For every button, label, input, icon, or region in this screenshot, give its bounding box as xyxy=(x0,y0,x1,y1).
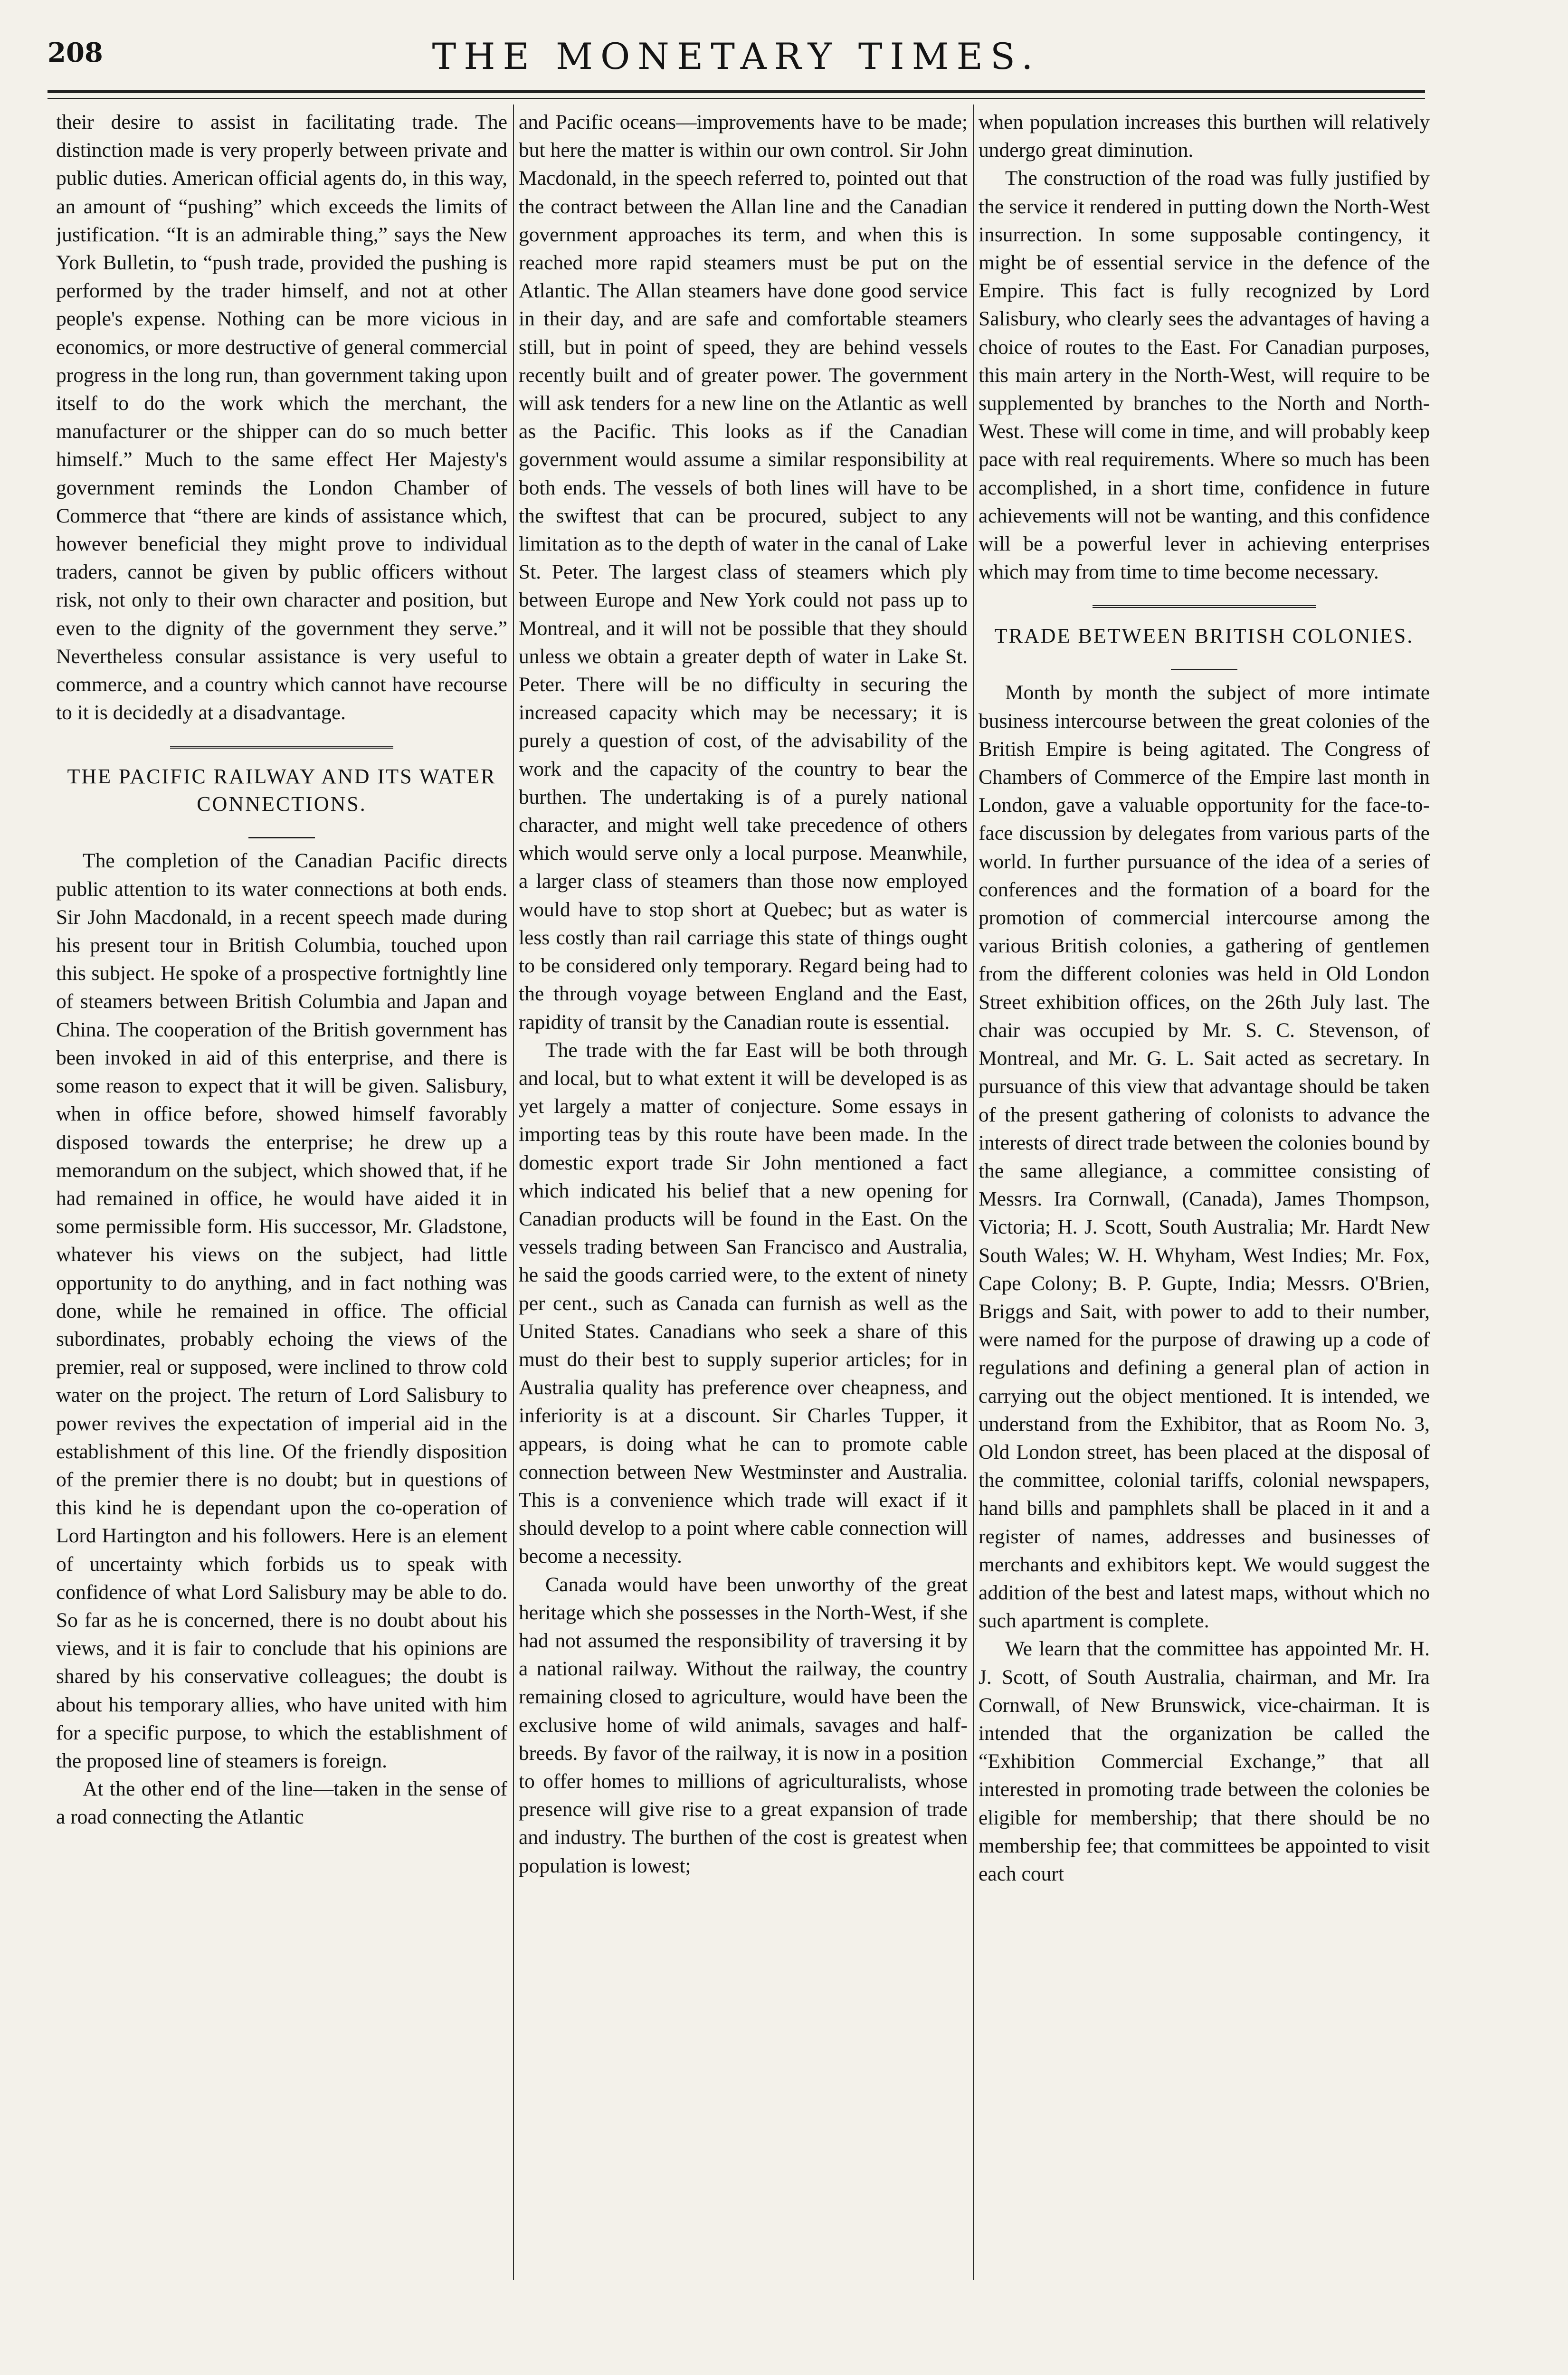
column-divider xyxy=(973,104,974,2280)
column-2 xyxy=(519,108,968,2274)
journal-title: THE MONETARY TIMES. xyxy=(432,35,1041,77)
page-number: 208 xyxy=(48,37,103,68)
column-3 xyxy=(979,108,1430,2274)
column-1 xyxy=(56,108,507,2274)
article-paragraph: when population increases this burthen will relatively undergo great diminution. xyxy=(979,111,1430,162)
header-rule-thin xyxy=(48,98,1425,99)
section-divider xyxy=(1093,605,1316,608)
section-divider xyxy=(170,746,393,749)
article-paragraph: The construction of the road was fully justified by the service it rendered in putting down the North-West insurrection. In some supposable contingency, it might be of essential service in the defence of the Empire. This fact is fully recognized by Lord Salisbury, who clearly sees the advantages of having a choice of routes to the East. For Canadian purposes, this main artery in the North-West, will require to be supplemented by branches to the North and North-West. These will come in time, and will probably keep pace with real requirements. Where so much has been accomplished, in a short time, confidence in future achievements will not be wanting, and this confidence will be a powerful lever in achieving enterprises which may from time to time become necessary. xyxy=(979,167,1430,584)
article-paragraph: At the other end of the line—taken in the sense of a road connecting the Atlantic xyxy=(56,1777,507,1829)
continued-paragraph: their desire to assist in facilitating trade. The distinction made is very properly between private and public duties. American official agents do, in this way, an amount of “pushing” which exceeds the limits of justification. “It is an admirable thing,” says the New York Bulletin, to “push trade, provided the pushing is performed by the trader himself, and not at other people's expense. Nothing can be more vicious in economics, or more destructive of general commercial progress in the long run, than government taking upon itself to do the work which the merchant, the manufacturer or the shipper can do so much better himself.” Much to the same effect Her Majesty's government reminds the London Chamber of Commerce that “there are kinds of assistance which, however beneficial they might prove to individual traders, cannot be given by public officers without risk, not only to their own character and position, but even to the dignity of the government they serve.” Nevertheless consular assistance is very useful to commerce, and a country which cannot have recourse to it is decidedly at a disadvantage. xyxy=(56,111,507,724)
column-divider xyxy=(513,104,514,2280)
heading-underline xyxy=(248,837,315,838)
header-rule-thick xyxy=(48,90,1425,93)
article-paragraph: and Pacific oceans—improvements have to be made; but here the matter is within our own control. Sir John Macdonald, in the speech referred to, pointed out that the contract between the Allan line and the Canadian government approaches its term, and when this is reached more rapid steamers must be put on the Atlantic. The Allan steamers have done good service in their day, and are safe and comfortable steamers still, but in point of speed, they are behind vessels recently built and of greater power. The government will ask tenders for a new line on the Atlantic as well as the Pacific. This looks as if the Canadian government would assume a similar responsibility at both ends. The vessels of both lines will have to be the swiftest that can be procured, subject to any limitation as to the depth of water in the canal of Lake St. Peter. The largest class of steamers which ply between Europe and New York could not pass up to Montreal, and it will not be possible that they should unless we obtain a greater depth of water in Lake St. Peter. There will be no difficulty in securing the increased capacity which may be necessary; it is purely a question of cost, of the advisability of the work and the capacity of the country to bear the burthen. The undertaking is of a purely national character, and might well take precedence of others which would serve only a local purpose. Meanwhile, a larger class of steamers than those now employed would have to stop short at Quebec; but as water is less costly than rail carriage this state of things ought to be considered only temporary. Regard being had to the through voyage between England and the East, rapidity of transit by the Canadian route is essential. xyxy=(519,111,968,1034)
page-header xyxy=(48,24,1425,90)
section-heading-trade-colonies: TRADE BETWEEN BRITISH COLONIES. xyxy=(994,624,1414,648)
article-paragraph: Canada would have been unworthy of the great heritage which she possesses in the North-West, if she had not assumed the responsibility of traversing it by a national railway. Without the railway, the country remaining closed to agriculture, would have been the exclusive home of wild animals, savages and half-breeds. By favor of the railway, it is now in a position to offer homes to millions of agriculturalists, whose presence will give rise to a great expansion of trade and industry. The burthen of the cost is greatest when population is lowest; xyxy=(519,1573,968,1877)
article-paragraph: The completion of the Canadian Pacific directs public attention to its water connections at both ends. Sir John Macdonald, in a recent speech made during his present tour in British Columbia, touched upon this subject. He spoke of a prospective fortnightly line of steamers between British Columbia and Japan and China. The cooperation of the British government has been invoked in aid of this enterprise, and there is some reason to expect that it will be given. Salisbury, when in office before, showed himself favorably disposed towards the enterprise; he drew up a memorandum on the subject, which showed that, if he had remained in office, he would have aided it in some permissible form. His successor, Mr. Gladstone, whatever his views on the subject, had little opportunity to do anything, and in fact nothing was done, while he remained in office. The official subordinates, probably echoing the views of the premier, real or supposed, were inclined to throw cold water on the project. The return of Lord Salisbury to power revives the expectation of imperial aid in the establishment of this line. Of the friendly disposition of the premier there is no doubt; but in questions of this kind he is dependant upon the co-operation of Lord Hartington and his followers. Here is an element of uncertainty which forbids us to speak with confidence of what Lord Salisbury may be able to do. So far as he is concerned, there is no doubt about his views, and it is fair to conclude that his opinions are shared by his conservative colleagues; the doubt is about his temporary allies, who have united with him for a specific purpose, to which the establishment of the proposed line of steamers is foreign. xyxy=(56,849,507,1772)
article-paragraph: Month by month the subject of more intimate business intercourse between the great colonies of the British Empire is being agitated. The Congress of Chambers of Commerce of the Empire last month in London, gave a valuable opportunity for the face-to-face discussion by delegates from various parts of the world. In further pursuance of the idea of a series of conferences and the formation of a board for the promotion of commercial intercourse among the various British colonies, a gathering of gentlemen from the different colonies was held in Old London Street exhibition offices, on the 26th July last. The chair was occupied by Mr. S. C. Stevenson, of Montreal, and Mr. G. L. Sait acted as secretary. In pursuance of this view that advantage should be taken of the present gathering of colonists to advance the interests of direct trade between the colonies bound by the same allegiance, a committee consisting of Messrs. Ira Cornwall, (Canada), James Thompson, Victoria; H. J. Scott, South Australia; Mr. Hardt New South Wales; W. H. Whyham, West Indies; Mr. Fox, Cape Colony; B. P. Gupte, India; Messrs. O'Brien, Briggs and Sait, with power to add to their number, were named for the purpose of drawing up a code of regulations and defining a general plan of action in carrying out the object mentioned. It is intended, we understand from the Exhibitor, that as Room No. 3, Old London street, has been placed at the disposal of the committee, colonial tariffs, colonial newspapers, hand bills and pamphlets shall be placed in it and a register of names, addresses and businesses of merchants and exhibitors kept. We would suggest the addition of the best and latest maps, without which no such apartment is complete. xyxy=(979,681,1430,1633)
article-paragraph: We learn that the committee has appointed Mr. H. J. Scott, of South Australia, chairman, and Mr. Ira Cornwall, of New Brunswick, vice-chairman. It is intended that the organization be called the “Exhibition Commercial Exchange,” that all interested in promoting trade between the colonies be eligible for membership; that there should be no membership fee; that committees be appointed to visit each court xyxy=(979,1637,1430,1885)
section-heading-pacific-railway: THE PACIFIC RAILWAY AND ITS WATER CONNECTIONS. xyxy=(67,765,496,816)
article-paragraph: The trade with the far East will be both through and local, but to what extent it will be developed is as yet largely a matter of conjecture. Some essays in importing teas by this route have been made. In the domestic export trade Sir John mentioned a fact which indicated his belief that a new opening for Canadian products will be found in the East. On the vessels trading between San Francisco and Australia, he said the goods carried were, to the extent of ninety per cent., such as Canada can furnish as well as the United States. Canadians who seek a share of this must do their best to supply superior articles; for in Australia quality has preference over cheapness, and inferiority is at a discount. Sir Charles Tupper, it appears, is doing what he can to promote cable connection between New Westminster and Australia. This is a convenience which trade will exact if it should develop to a point where cable connection will become a necessity. xyxy=(519,1038,968,1568)
heading-underline xyxy=(1171,669,1237,670)
